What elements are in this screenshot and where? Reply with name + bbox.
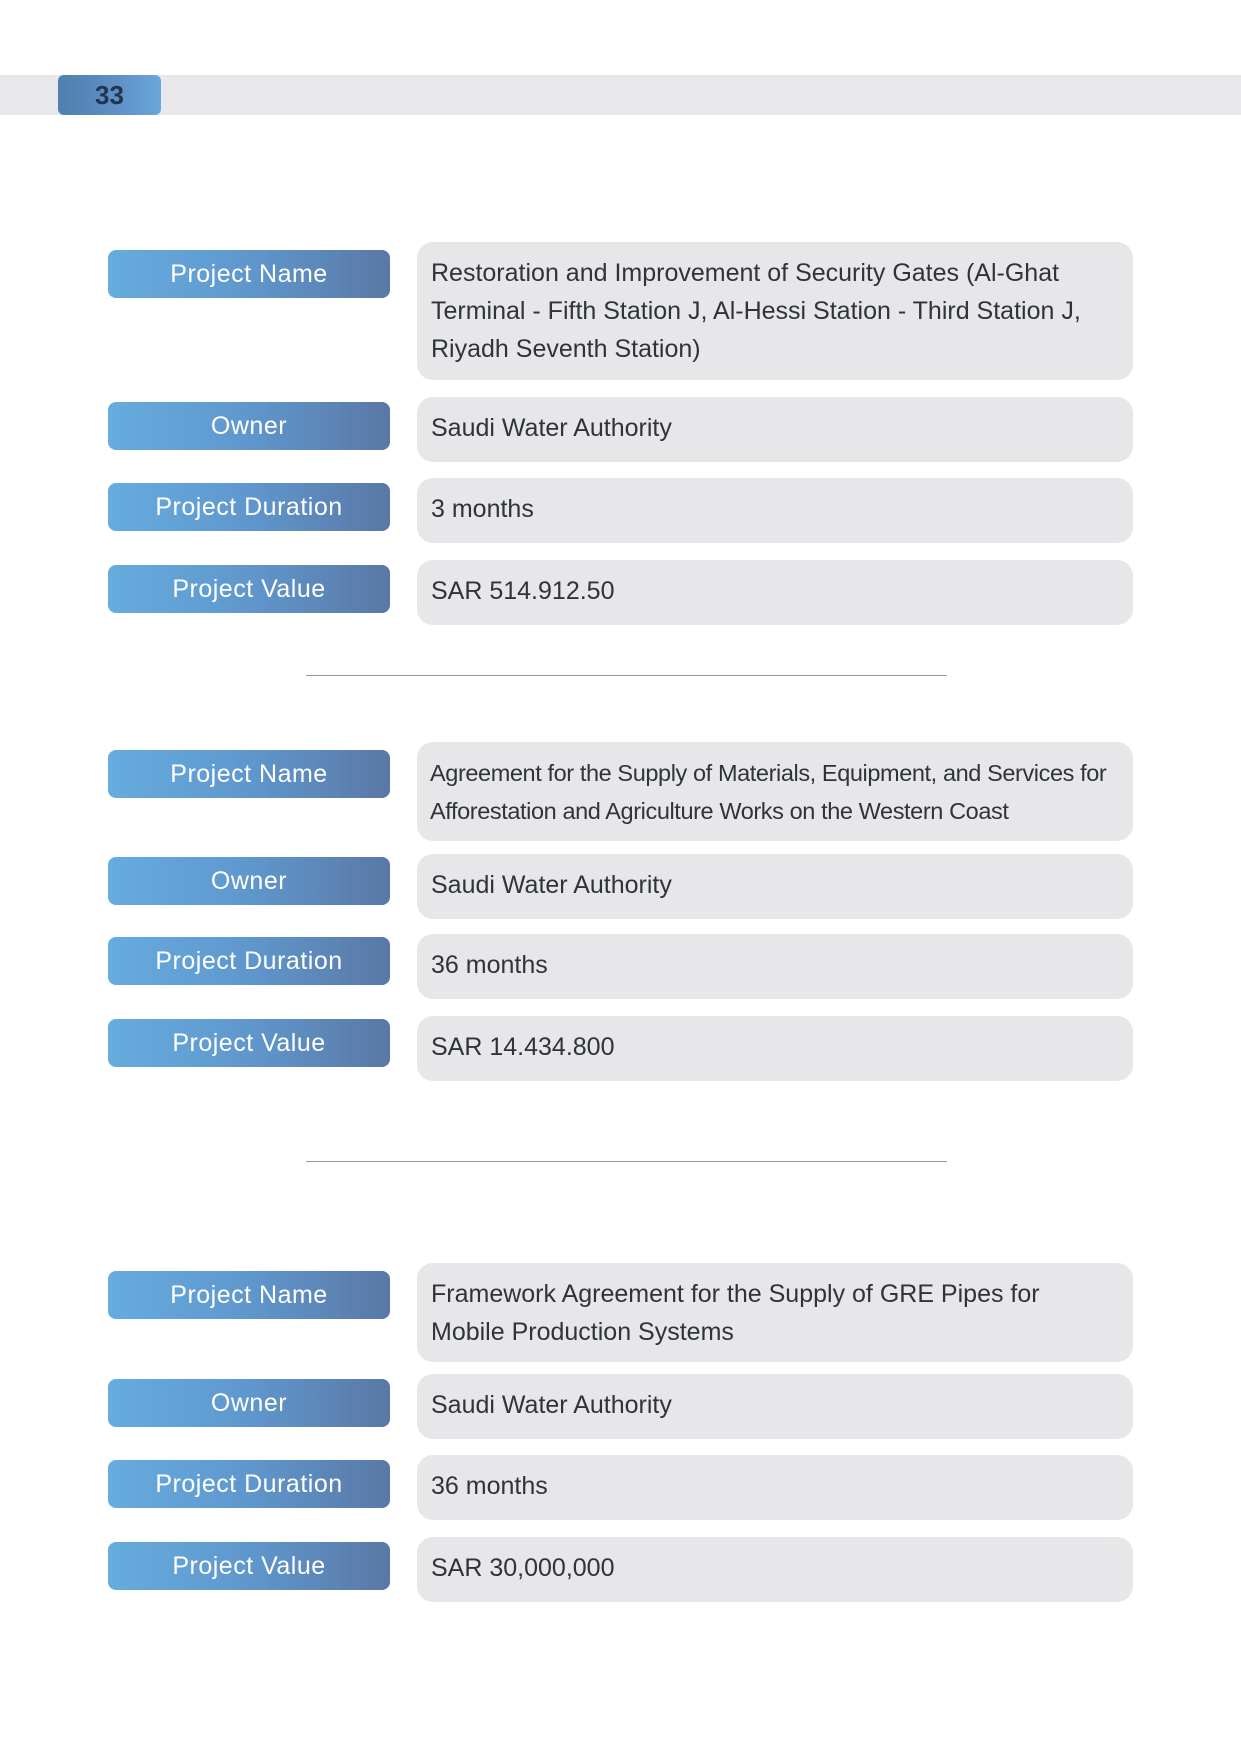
duration-label: Project Duration	[108, 1460, 390, 1508]
owner-value: Saudi Water Authority	[417, 397, 1133, 462]
project-name-value: Agreement for the Supply of Materials, Equipment, and Services for Afforestation and Agriculture Works on the Western Coast	[417, 742, 1133, 841]
section-divider	[306, 675, 947, 676]
owner-value: Saudi Water Authority	[417, 854, 1133, 919]
owner-value: Saudi Water Authority	[417, 1374, 1133, 1439]
owner-label: Owner	[108, 402, 390, 450]
project-value-amount: SAR 514.912.50	[417, 560, 1133, 625]
project-value-label: Project Value	[108, 1542, 390, 1590]
duration-value: 36 months	[417, 1455, 1133, 1520]
header-band	[0, 75, 1241, 115]
owner-label: Owner	[108, 1379, 390, 1427]
duration-label: Project Duration	[108, 483, 390, 531]
duration-value: 36 months	[417, 934, 1133, 999]
project-name-value: Framework Agreement for the Supply of GRE Pipes for Mobile Production Systems	[417, 1263, 1133, 1362]
section-divider	[306, 1161, 947, 1162]
project-value-amount: SAR 30,000,000	[417, 1537, 1133, 1602]
project-value-label: Project Value	[108, 565, 390, 613]
project-value-amount: SAR 14.434.800	[417, 1016, 1133, 1081]
owner-label: Owner	[108, 857, 390, 905]
duration-value: 3 months	[417, 478, 1133, 543]
page-number: 33	[58, 75, 161, 115]
project-name-label: Project Name	[108, 750, 390, 798]
project-value-label: Project Value	[108, 1019, 390, 1067]
project-name-label: Project Name	[108, 250, 390, 298]
project-name-value: Restoration and Improvement of Security Gates (Al-Ghat Terminal - Fifth Station J, Al-Hessi Station - Third Station J, Riyadh Seventh Station)	[417, 242, 1133, 380]
project-name-label: Project Name	[108, 1271, 390, 1319]
duration-label: Project Duration	[108, 937, 390, 985]
